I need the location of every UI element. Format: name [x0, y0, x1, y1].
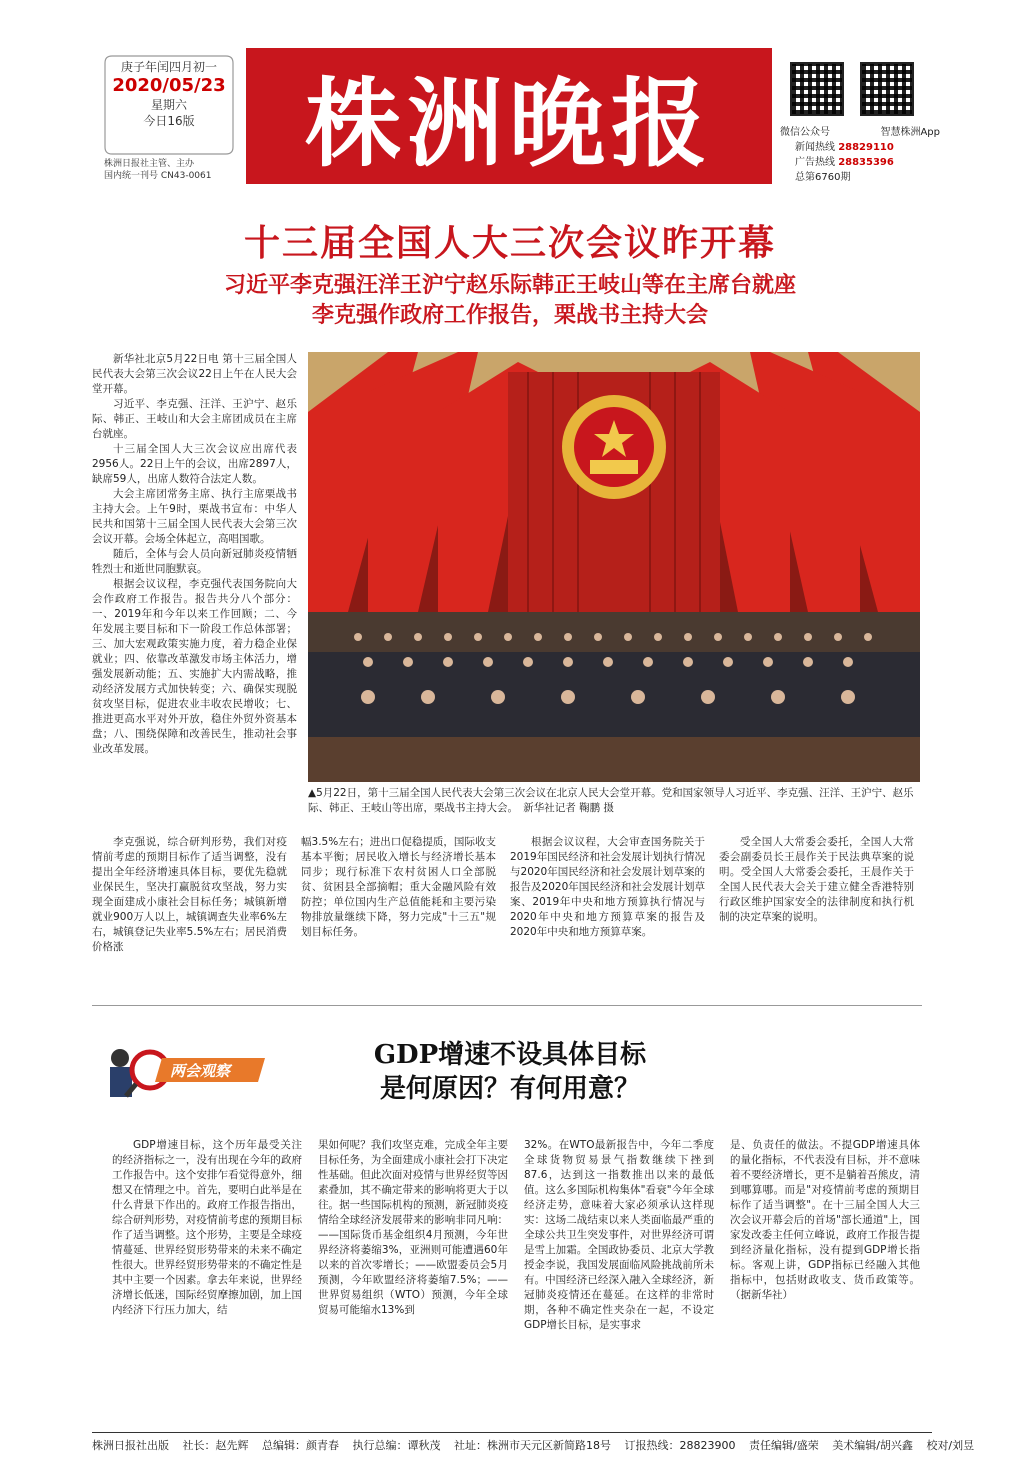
- congress-hall-photo: [308, 352, 920, 782]
- footer-item: 订报热线：28823900: [624, 1439, 736, 1452]
- paragraph: 根据会议议程，李克强代表国务院向大会作政府工作报告。报告共分八个部分：一、2019年和今年以来工作回顾；二、今年发展主要目标和下一阶段工作总体部署；三、加大宏观政策实施力度，着力稳企业保就业；四、依靠改革激发市场主体活力，增强发展新动能；五、实施扩大内需战略，推动经济发展方式加快转变；六、确保实现脱贫攻坚目标，促进农业丰收农民增收；七、推进更高水平对外开放，稳住外贸外资基本盘；八、围绕保障和改善民生，推动社会事业改革发展。: [92, 578, 297, 755]
- lead-subhead: 习近平李克强汪洋王沪宁赵乐际韩正王岐山等在主席台就座: [223, 273, 796, 298]
- lead-body-columns: [92, 835, 922, 955]
- text-column: [510, 835, 705, 955]
- paragraph: 大会主席团常务主席、执行主席栗战书主持大会。上午9时，栗战书宣布：中华人民共和国第十三届全国人民代表大会第三次会议开幕。会场全体起立，高唱国歌。: [92, 488, 297, 545]
- section-badge: [100, 1040, 270, 1100]
- ad-hotline: 28835396: [838, 157, 894, 168]
- paragraph: 32%。在WTO最新报告中，今年二季度全球货物贸易景气指数继续下挫到87.6，达到这一指数推出以来的最低值。这么多国际机构集体"看衰"今年全球经济走势，意味着大家必须承认这样现实：这场二战结束以来人类面临最严重的全球公共卫生突发事件，对世界经济可谓是雪上加霜。全国政协委员、北京大学教授金李说，我国发展面临风险挑战前所未有。中国经济已经深入融入全球经济，新冠肺炎疫情还在蔓延。在这样的非常时期，各种不确定性夹杂在一起，不设定GDP增长目标，是实事求: [524, 1139, 714, 1331]
- footer-item: 校对/刘昱: [926, 1439, 975, 1452]
- weekday: 星期六: [150, 98, 187, 112]
- photo-caption: ▲5月22日，第十三届全国人民代表大会第三次会议在北京人民大会堂开幕。党和国家领导人习近平、李克强、汪洋、王沪宁、赵乐际、韩正、王岐山等出席，栗战书主持大会。 新华社记者 鞠鹏 摄: [308, 787, 914, 814]
- text-column: [318, 1138, 508, 1333]
- lunar-date: 庚子年闰四月初一: [120, 60, 217, 74]
- footer-item: 社长：赵先辉: [182, 1439, 249, 1452]
- text-column: [92, 835, 287, 955]
- text-column: [301, 835, 496, 955]
- news-hotline-label: 新闻热线: [795, 142, 835, 153]
- paper-name: 株洲晚报: [305, 66, 713, 180]
- lead-left-column: [92, 352, 297, 757]
- page-count: 今日16版: [143, 114, 195, 128]
- section-divider: [92, 1005, 922, 1006]
- footer-item: 美术编辑/胡兴鑫: [832, 1439, 913, 1452]
- footer-item: 执行总编：谭秋茂: [352, 1439, 441, 1452]
- qr-label-wechat: 微信公众号: [780, 127, 830, 138]
- news-hotline: 28829110: [838, 142, 894, 153]
- footer-item: 株洲日报社出版: [92, 1439, 169, 1452]
- photo-illustration: [308, 352, 920, 782]
- lead-headline: 十三届全国人大三次会议昨开幕: [243, 223, 776, 264]
- paragraph: 是、负责任的做法。不提GDP增速具体的量化指标，不代表没有目标，并不意味着不要经济增长，更不是躺着吾熊皮，清到哪算哪。而是"对疫情前考虑的预期目标作了适当调整"。在十三届全国人大三次会议开幕会后的首场"部长通道"上，国家发改委主任何立峰说，政府工作报告提到经济量化指标，没有提到GDP增长指标。客观上讲，GDP指标已经融入其他指标中，包括财政收支、货币政策等。（据新华社）: [730, 1139, 920, 1301]
- publisher-info: [104, 158, 244, 182]
- paragraph: 根据会议议程，大会审查国务院关于2019年国民经济和社会发展计划执行情况与2020年国民经济和社会发展计划草案的报告及2020年国民经济和社会发展计划草案、2019年中央和地方预算执行情况与2020年中央和地方预算草案的报告及2020年中央和地方预算草案。: [510, 836, 705, 938]
- paragraph: 幅3.5%左右；进出口促稳提质，国际收支基本平衡；居民收入增长与经济增长基本同步；现行标准下农村贫困人口全部脱贫、贫困县全部摘帽；重大金融风险有效防控；单位国内生产总值能耗和主要污染物排放量继续下降，努力完成"十三五"规划目标任务。: [301, 836, 496, 938]
- paragraph: 十三届全国人大三次会议应出席代表2956人。22日上午的会议，出席2897人，缺席59人，出席人数符合法定人数。: [92, 443, 297, 485]
- publisher-line: 株洲日报社主管、主办: [104, 159, 195, 169]
- publisher-line: 国内统一刊号 CN43-0061: [104, 171, 212, 181]
- paragraph: 果如何呢？我们攻坚克难，完成全年主要目标任务，为全面建成小康社会打下决定性基础。但此次面对疫情与世界经贸等因素叠加，其不确定带来的影响将更大于以往。据一些国际机构的预测，新冠肺炎疫情给全球经济发展带来的影响非同凡响：——国际货币基金组织4月预测，今年世界经济将萎缩3%，亚洲则可能遭遇60年以来的首次零增长；——欧盟委员会5月预测，今年欧盟经济将萎缩7.5%；——世界贸易组织（WTO）预测，今年全球贸易可能缩水13%到: [318, 1139, 508, 1316]
- qr-label-app: 智慧株洲App: [880, 127, 940, 138]
- paragraph: 受全国人大常委会委托，全国人大常委会副委员长王晨作关于民法典草案的说明。受全国人大常委会委托，王晨作关于全国人民代表大会关于建立健全香港特别行政区维护国家安全的法律制度和执行机制的决定草案的说明。: [719, 836, 914, 923]
- date-box: [104, 55, 234, 155]
- text-column: [730, 1138, 920, 1333]
- badge-label: 两会观察: [170, 1062, 231, 1080]
- text-column: [719, 835, 914, 955]
- wechat-qr-code: [790, 62, 844, 116]
- gdp-article-title: [280, 1038, 740, 1106]
- text-column: [112, 1138, 302, 1333]
- issue-number: 总第6760期: [795, 172, 851, 183]
- text-column: [524, 1138, 714, 1333]
- gdp-article-columns: [112, 1138, 922, 1333]
- ad-hotline-label: 广告热线: [795, 157, 835, 168]
- paragraph: 习近平、李克强、汪洋、王沪宁、赵乐际、韩正、王岐山和大会主席团成员在主席台就座。: [92, 398, 297, 440]
- paragraph: GDP增速目标，这个历年最受关注的经济指标之一，没有出现在今年的政府工作报告中。这个安排乍看觉得意外，细想又在情理之中。首先，要明白此举是在什么背景下作出的。政府工作报告指出，综合研判形势，对疫情前考虑的预期目标作了适当调整。这个形势，主要是全球疫情蔓延、世界经贸形势带来的未来不确定性很大。世界经贸形势带来的不确定性是其中主要一个因素。拿去年来说，世界经济增长低迷，国际经贸摩擦加剧，加上国内经济下行压力加大，结: [112, 1139, 302, 1316]
- title-line: GDP增速不设具体目标: [373, 1040, 647, 1070]
- hotlines: [795, 140, 894, 185]
- paragraph: 新华社北京5月22日电 第十三届全国人民代表大会第三次会议22日上午在人民大会堂开幕。: [92, 353, 297, 395]
- footer-item: 责任编辑/盛荣: [749, 1439, 819, 1452]
- paragraph: 李克强说，综合研判形势，我们对疫情前考虑的预期目标作了适当调整，没有提出全年经济增速具体目标，要优先稳就业保民生，坚决打赢脱贫攻坚战，努力实现全面建成小康社会目标任务；城镇新增就业900万人以上，城镇调查失业率6%左右，城镇登记失业率5.5%左右；居民消费价格涨: [92, 836, 287, 953]
- footer-item: 总编辑：颜青春: [262, 1439, 339, 1452]
- issue-date: 2020/05/23: [112, 75, 226, 96]
- paper-nameplate: [246, 48, 772, 184]
- footer-item: 社址：株洲市天元区新简路18号: [454, 1439, 611, 1452]
- page-footer: [92, 1432, 975, 1453]
- lead-subhead: 李克强作政府工作报告，栗战书主持大会: [311, 303, 708, 328]
- paragraph: 随后，全体与会人员向新冠肺炎疫情牺牲烈士和逝世同胞默哀。: [92, 548, 297, 575]
- app-qr-code: [860, 62, 914, 116]
- qr-labels: [780, 123, 940, 138]
- title-line: 是何原因？有何用意？: [379, 1074, 640, 1104]
